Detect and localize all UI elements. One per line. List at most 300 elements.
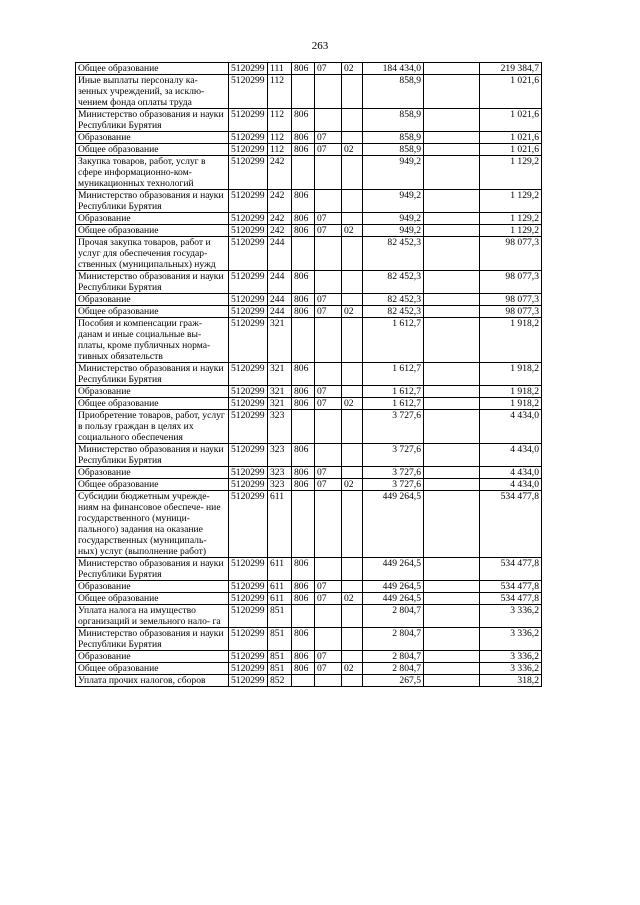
row-name-cell: Образование (76, 132, 229, 144)
expense-type-cell: 611 (268, 558, 292, 581)
empty-spacer-cell (424, 237, 480, 271)
subsection-cell (342, 558, 363, 581)
expense-type-cell: 323 (268, 444, 292, 467)
expense-type-cell: 851 (268, 663, 292, 675)
section-cell: 07 (315, 593, 342, 605)
subsection-cell (342, 467, 363, 479)
section-cell (315, 271, 342, 294)
expense-type-cell: 323 (268, 410, 292, 444)
amount-year2-cell: 1 918,2 (480, 363, 542, 386)
subsection-cell (342, 75, 363, 109)
table-row (76, 651, 542, 663)
expense-type-cell: 611 (268, 581, 292, 593)
empty-spacer-cell (424, 109, 480, 132)
subsection-cell (342, 271, 363, 294)
empty-spacer-cell (424, 479, 480, 491)
expense-type-cell: 244 (268, 294, 292, 306)
expense-type-cell: 321 (268, 363, 292, 386)
target-article-cell: 5120299 (229, 558, 268, 581)
amount-year1-cell: 2 804,7 (363, 605, 424, 628)
target-article-cell: 5120299 (229, 237, 268, 271)
section-cell: 07 (315, 581, 342, 593)
budget-table (75, 62, 542, 687)
amount-year2-cell: 1 021,6 (480, 144, 542, 156)
department-code-cell: 806 (292, 651, 315, 663)
expense-type-cell: 852 (268, 675, 292, 687)
department-code-cell (292, 75, 315, 109)
amount-year1-cell: 858,9 (363, 132, 424, 144)
amount-year1-cell: 1 612,7 (363, 398, 424, 410)
section-cell (315, 109, 342, 132)
department-code-cell: 806 (292, 398, 315, 410)
section-cell (315, 410, 342, 444)
section-cell (315, 558, 342, 581)
target-article-cell: 5120299 (229, 306, 268, 318)
subsection-cell (342, 294, 363, 306)
amount-year1-cell: 858,9 (363, 75, 424, 109)
section-cell: 07 (315, 651, 342, 663)
row-name-cell: Министерство образования и науки Республики Бурятия (76, 444, 229, 467)
subsection-cell (342, 386, 363, 398)
amount-year2-cell: 98 077,3 (480, 306, 542, 318)
section-cell (315, 190, 342, 213)
table-row (76, 444, 542, 467)
row-name-cell: Общее образование (76, 306, 229, 318)
target-article-cell: 5120299 (229, 444, 268, 467)
empty-spacer-cell (424, 581, 480, 593)
table-row (76, 225, 542, 237)
empty-spacer-cell (424, 213, 480, 225)
table-row (76, 63, 542, 75)
subsection-cell: 02 (342, 225, 363, 237)
row-name-cell: Общее образование (76, 144, 229, 156)
target-article-cell: 5120299 (229, 318, 268, 363)
row-name-cell: Иные выплаты персоналу ка- зенных учреждений, за исклю- чением фонда оплаты труда (76, 75, 229, 109)
empty-spacer-cell (424, 491, 480, 558)
amount-year1-cell: 2 804,7 (363, 628, 424, 651)
page-number: 263 (311, 40, 329, 52)
amount-year2-cell: 98 077,3 (480, 237, 542, 271)
table-row (76, 605, 542, 628)
amount-year1-cell: 82 452,3 (363, 237, 424, 271)
subsection-cell (342, 237, 363, 271)
row-name-cell: Прочая закупка товаров, работ и услуг для обеспечения государ- ственных (муниципальных) нужд (76, 237, 229, 271)
target-article-cell: 5120299 (229, 651, 268, 663)
amount-year2-cell: 3 336,2 (480, 651, 542, 663)
subsection-cell: 02 (342, 306, 363, 318)
department-code-cell: 806 (292, 132, 315, 144)
amount-year2-cell: 1 129,2 (480, 190, 542, 213)
row-name-cell: Общее образование (76, 398, 229, 410)
expense-type-cell: 112 (268, 109, 292, 132)
empty-spacer-cell (424, 156, 480, 190)
row-name-cell: Образование (76, 651, 229, 663)
subsection-cell (342, 190, 363, 213)
amount-year2-cell: 98 077,3 (480, 271, 542, 294)
table-row (76, 398, 542, 410)
expense-type-cell: 611 (268, 491, 292, 558)
department-code-cell (292, 675, 315, 687)
table-row (76, 479, 542, 491)
amount-year1-cell: 858,9 (363, 144, 424, 156)
empty-spacer-cell (424, 386, 480, 398)
amount-year2-cell: 4 434,0 (480, 467, 542, 479)
table-row (76, 144, 542, 156)
section-cell: 07 (315, 306, 342, 318)
expense-type-cell: 112 (268, 75, 292, 109)
empty-spacer-cell (424, 663, 480, 675)
amount-year1-cell: 949,2 (363, 225, 424, 237)
empty-spacer-cell (424, 132, 480, 144)
department-code-cell (292, 156, 315, 190)
department-code-cell: 806 (292, 386, 315, 398)
amount-year2-cell: 1 918,2 (480, 386, 542, 398)
row-name-cell: Приобретение товаров, работ, услуг в пользу граждан в целях их социального обеспечения (76, 410, 229, 444)
empty-spacer-cell (424, 444, 480, 467)
subsection-cell (342, 651, 363, 663)
amount-year2-cell: 1 129,2 (480, 225, 542, 237)
section-cell: 07 (315, 398, 342, 410)
row-name-cell: Субсидии бюджетным учрежде- ниям на финансовое обеспече- ние государственного (муници- пального) задания на оказание государственных (муниципаль- ных) услуг (выполнение работ) (76, 491, 229, 558)
amount-year1-cell: 2 804,7 (363, 663, 424, 675)
empty-spacer-cell (424, 75, 480, 109)
amount-year1-cell: 82 452,3 (363, 306, 424, 318)
department-code-cell: 806 (292, 467, 315, 479)
subsection-cell (342, 109, 363, 132)
amount-year1-cell: 2 804,7 (363, 651, 424, 663)
subsection-cell (342, 156, 363, 190)
amount-year1-cell: 949,2 (363, 156, 424, 190)
expense-type-cell: 611 (268, 593, 292, 605)
amount-year2-cell: 1 021,6 (480, 109, 542, 132)
table-row (76, 675, 542, 687)
expense-type-cell: 244 (268, 306, 292, 318)
row-name-cell: Образование (76, 581, 229, 593)
target-article-cell: 5120299 (229, 593, 268, 605)
row-name-cell: Пособия и компенсации граж- данам и иные социальные вы- платы, кроме публичных норма- тивных обязательств (76, 318, 229, 363)
row-name-cell: Образование (76, 386, 229, 398)
target-article-cell: 5120299 (229, 63, 268, 75)
table-row (76, 75, 542, 109)
section-cell: 07 (315, 144, 342, 156)
subsection-cell: 02 (342, 63, 363, 75)
row-name-cell: Министерство образования и науки Республики Бурятия (76, 190, 229, 213)
expense-type-cell: 242 (268, 156, 292, 190)
table-row (76, 294, 542, 306)
subsection-cell (342, 318, 363, 363)
table-row (76, 237, 542, 271)
amount-year1-cell: 1 612,7 (363, 386, 424, 398)
target-article-cell: 5120299 (229, 467, 268, 479)
department-code-cell: 806 (292, 271, 315, 294)
amount-year2-cell: 3 336,2 (480, 628, 542, 651)
expense-type-cell: 323 (268, 479, 292, 491)
row-name-cell: Министерство образования и науки Республики Бурятия (76, 363, 229, 386)
department-code-cell: 806 (292, 144, 315, 156)
target-article-cell: 5120299 (229, 663, 268, 675)
section-cell (315, 444, 342, 467)
target-article-cell: 5120299 (229, 271, 268, 294)
amount-year2-cell: 534 477,8 (480, 491, 542, 558)
target-article-cell: 5120299 (229, 144, 268, 156)
expense-type-cell: 321 (268, 386, 292, 398)
department-code-cell (292, 318, 315, 363)
section-cell: 07 (315, 225, 342, 237)
empty-spacer-cell (424, 558, 480, 581)
row-name-cell: Образование (76, 294, 229, 306)
target-article-cell: 5120299 (229, 109, 268, 132)
amount-year1-cell: 184 434,0 (363, 63, 424, 75)
expense-type-cell: 242 (268, 213, 292, 225)
amount-year2-cell: 1 918,2 (480, 318, 542, 363)
row-name-cell: Общее образование (76, 225, 229, 237)
amount-year1-cell: 3 727,6 (363, 479, 424, 491)
table-row (76, 213, 542, 225)
department-code-cell: 806 (292, 306, 315, 318)
empty-spacer-cell (424, 398, 480, 410)
target-article-cell: 5120299 (229, 225, 268, 237)
table-row (76, 491, 542, 558)
expense-type-cell: 242 (268, 225, 292, 237)
amount-year1-cell: 3 727,6 (363, 467, 424, 479)
target-article-cell: 5120299 (229, 410, 268, 444)
department-code-cell: 806 (292, 628, 315, 651)
subsection-cell: 02 (342, 398, 363, 410)
amount-year2-cell: 3 336,2 (480, 605, 542, 628)
section-cell: 07 (315, 479, 342, 491)
amount-year2-cell: 534 477,8 (480, 558, 542, 581)
section-cell: 07 (315, 467, 342, 479)
department-code-cell: 806 (292, 593, 315, 605)
section-cell (315, 318, 342, 363)
section-cell (315, 156, 342, 190)
row-name-cell: Образование (76, 213, 229, 225)
amount-year2-cell: 534 477,8 (480, 581, 542, 593)
amount-year2-cell: 4 434,0 (480, 410, 542, 444)
expense-type-cell: 851 (268, 628, 292, 651)
table-row (76, 663, 542, 675)
section-cell (315, 363, 342, 386)
department-code-cell: 806 (292, 558, 315, 581)
amount-year2-cell: 3 336,2 (480, 663, 542, 675)
expense-type-cell: 242 (268, 190, 292, 213)
section-cell (315, 628, 342, 651)
table-row (76, 190, 542, 213)
amount-year1-cell: 449 264,5 (363, 593, 424, 605)
department-code-cell: 806 (292, 63, 315, 75)
amount-year2-cell: 1 129,2 (480, 156, 542, 190)
amount-year2-cell: 1 129,2 (480, 213, 542, 225)
section-cell: 07 (315, 294, 342, 306)
expense-type-cell: 321 (268, 318, 292, 363)
empty-spacer-cell (424, 467, 480, 479)
row-name-cell: Министерство образования и науки Республики Бурятия (76, 109, 229, 132)
subsection-cell (342, 363, 363, 386)
subsection-cell (342, 628, 363, 651)
department-code-cell: 806 (292, 109, 315, 132)
department-code-cell (292, 491, 315, 558)
amount-year1-cell: 949,2 (363, 213, 424, 225)
table-row (76, 593, 542, 605)
department-code-cell (292, 237, 315, 271)
amount-year2-cell: 219 384,7 (480, 63, 542, 75)
expense-type-cell: 321 (268, 398, 292, 410)
row-name-cell: Образование (76, 467, 229, 479)
target-article-cell: 5120299 (229, 75, 268, 109)
table-row (76, 386, 542, 398)
department-code-cell: 806 (292, 190, 315, 213)
section-cell: 07 (315, 386, 342, 398)
subsection-cell (342, 132, 363, 144)
section-cell (315, 675, 342, 687)
target-article-cell: 5120299 (229, 605, 268, 628)
amount-year2-cell: 534 477,8 (480, 593, 542, 605)
target-article-cell: 5120299 (229, 132, 268, 144)
empty-spacer-cell (424, 675, 480, 687)
row-name-cell: Министерство образования и науки Республики Бурятия (76, 271, 229, 294)
empty-spacer-cell (424, 363, 480, 386)
subsection-cell: 02 (342, 663, 363, 675)
target-article-cell: 5120299 (229, 628, 268, 651)
amount-year1-cell: 449 264,5 (363, 558, 424, 581)
amount-year1-cell: 82 452,3 (363, 271, 424, 294)
table-row (76, 306, 542, 318)
row-name-cell: Закупка товаров, работ, услуг в сфере информационно-ком- муникационных технологий (76, 156, 229, 190)
target-article-cell: 5120299 (229, 581, 268, 593)
row-name-cell: Общее образование (76, 593, 229, 605)
expense-type-cell: 244 (268, 237, 292, 271)
expense-type-cell: 111 (268, 63, 292, 75)
department-code-cell: 806 (292, 213, 315, 225)
row-name-cell: Министерство образования и науки Республики Бурятия (76, 628, 229, 651)
empty-spacer-cell (424, 144, 480, 156)
empty-spacer-cell (424, 651, 480, 663)
subsection-cell (342, 491, 363, 558)
empty-spacer-cell (424, 294, 480, 306)
empty-spacer-cell (424, 318, 480, 363)
amount-year2-cell: 98 077,3 (480, 294, 542, 306)
department-code-cell: 806 (292, 363, 315, 386)
table-row (76, 109, 542, 132)
section-cell: 07 (315, 63, 342, 75)
empty-spacer-cell (424, 306, 480, 318)
table-row (76, 318, 542, 363)
amount-year1-cell: 3 727,6 (363, 444, 424, 467)
table-row (76, 132, 542, 144)
department-code-cell (292, 605, 315, 628)
table-row (76, 467, 542, 479)
amount-year1-cell: 449 264,5 (363, 581, 424, 593)
row-name-cell: Уплата налога на имущество организаций и земельного нало- га (76, 605, 229, 628)
department-code-cell (292, 410, 315, 444)
amount-year2-cell: 1 021,6 (480, 75, 542, 109)
department-code-cell: 806 (292, 479, 315, 491)
amount-year1-cell: 858,9 (363, 109, 424, 132)
section-cell: 07 (315, 132, 342, 144)
subsection-cell: 02 (342, 144, 363, 156)
table-row (76, 410, 542, 444)
expense-type-cell: 323 (268, 467, 292, 479)
row-name-cell: Общее образование (76, 663, 229, 675)
subsection-cell: 02 (342, 593, 363, 605)
empty-spacer-cell (424, 190, 480, 213)
subsection-cell: 02 (342, 479, 363, 491)
amount-year1-cell: 3 727,6 (363, 410, 424, 444)
target-article-cell: 5120299 (229, 294, 268, 306)
target-article-cell: 5120299 (229, 213, 268, 225)
department-code-cell: 806 (292, 581, 315, 593)
subsection-cell (342, 213, 363, 225)
subsection-cell (342, 675, 363, 687)
target-article-cell: 5120299 (229, 479, 268, 491)
table-row (76, 156, 542, 190)
target-article-cell: 5120299 (229, 156, 268, 190)
section-cell (315, 75, 342, 109)
amount-year1-cell: 449 264,5 (363, 491, 424, 558)
target-article-cell: 5120299 (229, 675, 268, 687)
target-article-cell: 5120299 (229, 363, 268, 386)
expense-type-cell: 851 (268, 605, 292, 628)
section-cell (315, 605, 342, 628)
empty-spacer-cell (424, 605, 480, 628)
row-name-cell: Министерство образования и науки Республики Бурятия (76, 558, 229, 581)
table-row (76, 581, 542, 593)
budget-table-body (76, 63, 542, 687)
subsection-cell (342, 605, 363, 628)
department-code-cell: 806 (292, 444, 315, 467)
target-article-cell: 5120299 (229, 491, 268, 558)
department-code-cell: 806 (292, 294, 315, 306)
section-cell (315, 237, 342, 271)
department-code-cell: 806 (292, 225, 315, 237)
row-name-cell: Общее образование (76, 63, 229, 75)
table-row (76, 558, 542, 581)
target-article-cell: 5120299 (229, 398, 268, 410)
expense-type-cell: 112 (268, 132, 292, 144)
table-row (76, 363, 542, 386)
empty-spacer-cell (424, 271, 480, 294)
empty-spacer-cell (424, 63, 480, 75)
target-article-cell: 5120299 (229, 190, 268, 213)
amount-year1-cell: 1 612,7 (363, 318, 424, 363)
amount-year2-cell: 1 021,6 (480, 132, 542, 144)
empty-spacer-cell (424, 410, 480, 444)
expense-type-cell: 244 (268, 271, 292, 294)
amount-year1-cell: 267,5 (363, 675, 424, 687)
subsection-cell (342, 444, 363, 467)
subsection-cell (342, 581, 363, 593)
section-cell (315, 491, 342, 558)
amount-year1-cell: 82 452,3 (363, 294, 424, 306)
section-cell: 07 (315, 213, 342, 225)
table-row (76, 628, 542, 651)
empty-spacer-cell (424, 628, 480, 651)
amount-year2-cell: 4 434,0 (480, 479, 542, 491)
target-article-cell: 5120299 (229, 386, 268, 398)
empty-spacer-cell (424, 225, 480, 237)
amount-year2-cell: 4 434,0 (480, 444, 542, 467)
expense-type-cell: 112 (268, 144, 292, 156)
subsection-cell (342, 410, 363, 444)
expense-type-cell: 851 (268, 651, 292, 663)
row-name-cell: Уплата прочих налогов, сборов (76, 675, 229, 687)
department-code-cell: 806 (292, 663, 315, 675)
amount-year2-cell: 318,2 (480, 675, 542, 687)
amount-year1-cell: 949,2 (363, 190, 424, 213)
empty-spacer-cell (424, 593, 480, 605)
amount-year1-cell: 1 612,7 (363, 363, 424, 386)
amount-year2-cell: 1 918,2 (480, 398, 542, 410)
